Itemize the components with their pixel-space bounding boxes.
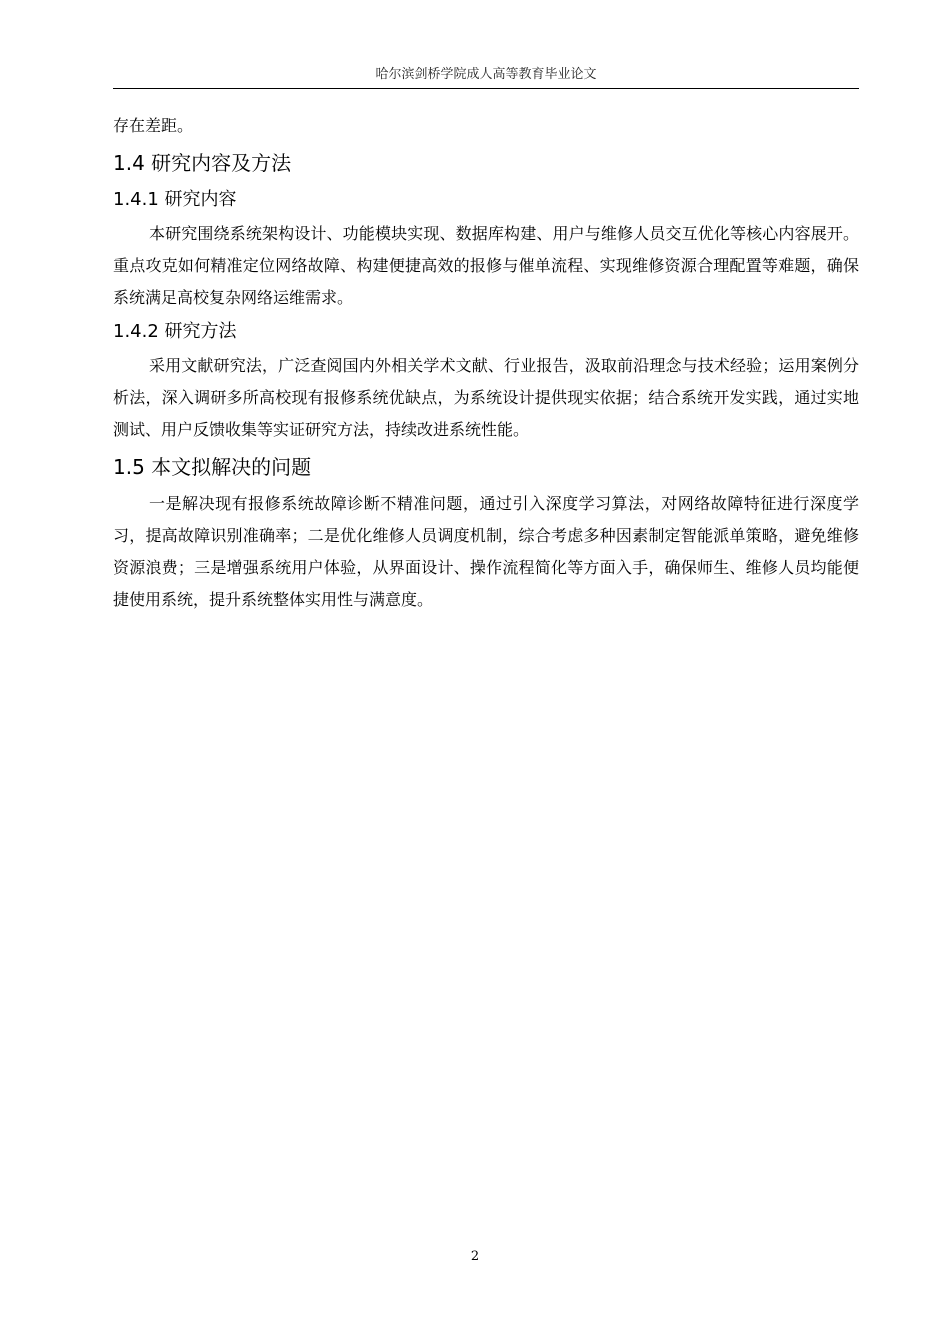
header-divider <box>113 88 859 89</box>
section-heading-1-5: 1.5 本文拟解决的问题 <box>113 455 312 479</box>
section-heading-1-4: 1.4 研究内容及方法 <box>113 151 292 175</box>
research-content-paragraph: 本研究围绕系统架构设计、功能模块实现、数据库构建、用户与维修人员交互优化等核心内容展开。重点攻克如何精准定位网络故障、构建便捷高效的报修与催单流程、实现维修资源合理配置等难题，确保系统满足高校复杂网络运维需求。 <box>113 224 859 307</box>
page-header: 哈尔滨剑桥学院成人高等教育毕业论文 <box>375 67 597 82</box>
problems-paragraph: 一是解决现有报修系统故障诊断不精准问题，通过引入深度学习算法，对网络故障特征进行深度学习，提高故障识别准确率；二是优化维修人员调度机制，综合考虑多种因素制定智能派单策略，避免维修资源浪费；三是增强系统用户体验，从界面设计、操作流程简化等方面入手，确保师生、维修人员均能便捷使用系统，提升系统整体实用性与满意度。 <box>113 494 859 609</box>
subsection-heading-1-4-1: 1.4.1 研究内容 <box>113 189 237 210</box>
research-method-paragraph: 采用文献研究法，广泛查阅国内外相关学术文献、行业报告，汲取前沿理念与技术经验；运用案例分析法，深入调研多所高校现有报修系统优缺点，为系统设计提供现实依据；结合系统开发实践，通过实地测试、用户反馈收集等实证研究方法，持续改进系统性能。 <box>113 356 859 439</box>
document-body <box>113 110 859 616</box>
page-number: 2 <box>470 1249 480 1264</box>
subsection-heading-1-4-2: 1.4.2 研究方法 <box>113 321 237 342</box>
continuation-text: 存在差距。 <box>113 116 194 135</box>
